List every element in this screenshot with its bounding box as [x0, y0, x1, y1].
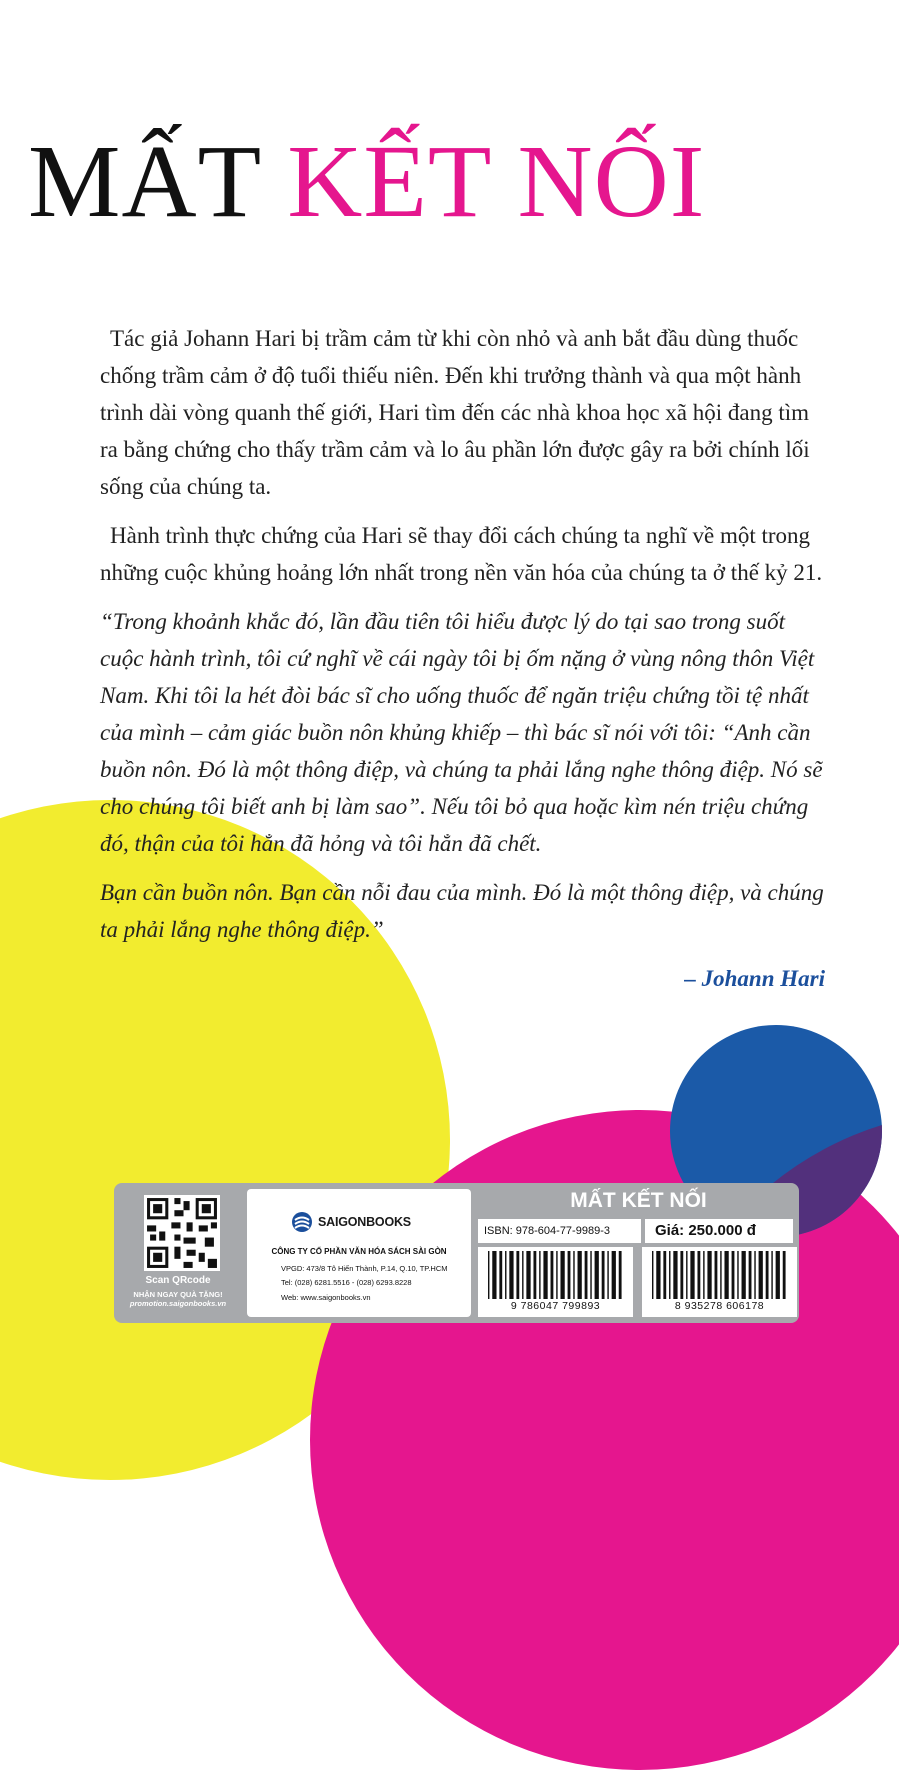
- publisher-web[interactable]: Web: www.saigonbooks.vn: [281, 1293, 371, 1302]
- company-name: CÔNG TY CỔ PHẦN VĂN HÓA SÁCH SÀI GÒN: [271, 1247, 447, 1256]
- title-word-1: MẤT: [28, 124, 261, 239]
- product-barcode-digits: 8 935278 606178: [674, 1300, 765, 1312]
- qr-caption-scan: Scan QRcode: [145, 1275, 211, 1286]
- isbn-barcode-digits: 9 786047 799893: [510, 1300, 601, 1312]
- publisher-info: [247, 1189, 471, 1317]
- isbn-barcode: [478, 1247, 633, 1317]
- qr-caption: [114, 1275, 242, 1308]
- qr-code-icon[interactable]: [144, 1195, 220, 1271]
- summary-paragraph-1: Tác giả Johann Hari bị trầm cảm từ khi còn nhỏ và anh bắt đầu dùng thuốc chống trầm cảm ở độ tuổi thiếu niên. Đến khi trưởng thành và qua một hành trình dài vòng quanh thế giới, Hari tìm đến các nhà khoa học xã hội đang tìm ra bằng chứng cho thấy trầm cảm và lo âu phần lớn được gây ra bởi chính lối sống của chúng ta.: [100, 326, 810, 499]
- back-cover-text: [100, 320, 825, 997]
- quote-attribution: – Johann Hari: [684, 966, 825, 991]
- book-title-heading: [28, 120, 888, 245]
- qr-caption-gift: NHẬN NGAY QUÀ TẶNG!: [133, 1290, 223, 1299]
- barcode-book-title: MẤT KẾT NỐI: [570, 1189, 707, 1212]
- barcode-panel: [114, 1183, 799, 1323]
- saigonbooks-logo: [291, 1211, 411, 1233]
- price-label: Giá: 250.000 đ: [645, 1219, 793, 1243]
- isbn-barcode-bars: [488, 1251, 623, 1299]
- summary-paragraph-2: Hành trình thực chứng của Hari sẽ thay đổi cách chúng ta nghĩ về một trong những cuộc khủng hoảng lớn nhất trong nền văn hóa của chúng ta ở thế kỷ 21.: [100, 523, 823, 585]
- product-barcode-bars: [652, 1251, 787, 1299]
- product-barcode: [642, 1247, 797, 1317]
- publisher-address: VPGD: 473/8 Tô Hiến Thành, P.14, Q.10, TP.HCM: [281, 1264, 448, 1273]
- saigonbooks-logo-icon: [291, 1211, 313, 1233]
- title-word-2: KẾT NỐI: [287, 124, 706, 239]
- logo-text: SAIGONBOOKS: [318, 1215, 411, 1229]
- quote-paragraph-2: Bạn cần buồn nôn. Bạn cần nỗi đau của mình. Đó là một thông điệp, và chúng ta phải lắng nghe thông điệp.”: [100, 880, 824, 942]
- qr-section: [114, 1183, 242, 1323]
- qr-caption-url: promotion.saigonbooks.vn: [129, 1299, 227, 1308]
- quote-block: [100, 603, 825, 948]
- isbn-label: ISBN: 978-604-77-9989-3: [478, 1219, 641, 1243]
- isbn-price-section: [478, 1183, 799, 1323]
- publisher-phone: Tel: (028) 6281.5516 - (028) 6293.8228: [281, 1278, 412, 1287]
- quote-paragraph-1: “Trong khoảnh khắc đó, lần đầu tiên tôi hiểu được lý do tại sao trong suốt cuộc hành trình, tôi cứ nghĩ về cái ngày tôi bị ốm nặng ở vùng nông thôn Việt Nam. Khi tôi la hét đòi bác sĩ cho uống thuốc để ngăn triệu chứng tồi tệ nhất của mình – cảm giác buồn nôn khủng khiếp – thì bác sĩ nói với tôi: “Anh cần buồn nôn. Đó là một thông điệp, và chúng ta phải lắng nghe thông điệp. Nó sẽ cho chúng tôi biết anh bị làm sao”. Nếu tôi bỏ qua hoặc kìm nén triệu chứng đó, thận của tôi hẳn đã hỏng và tôi hẳn đã chết.: [100, 609, 823, 856]
